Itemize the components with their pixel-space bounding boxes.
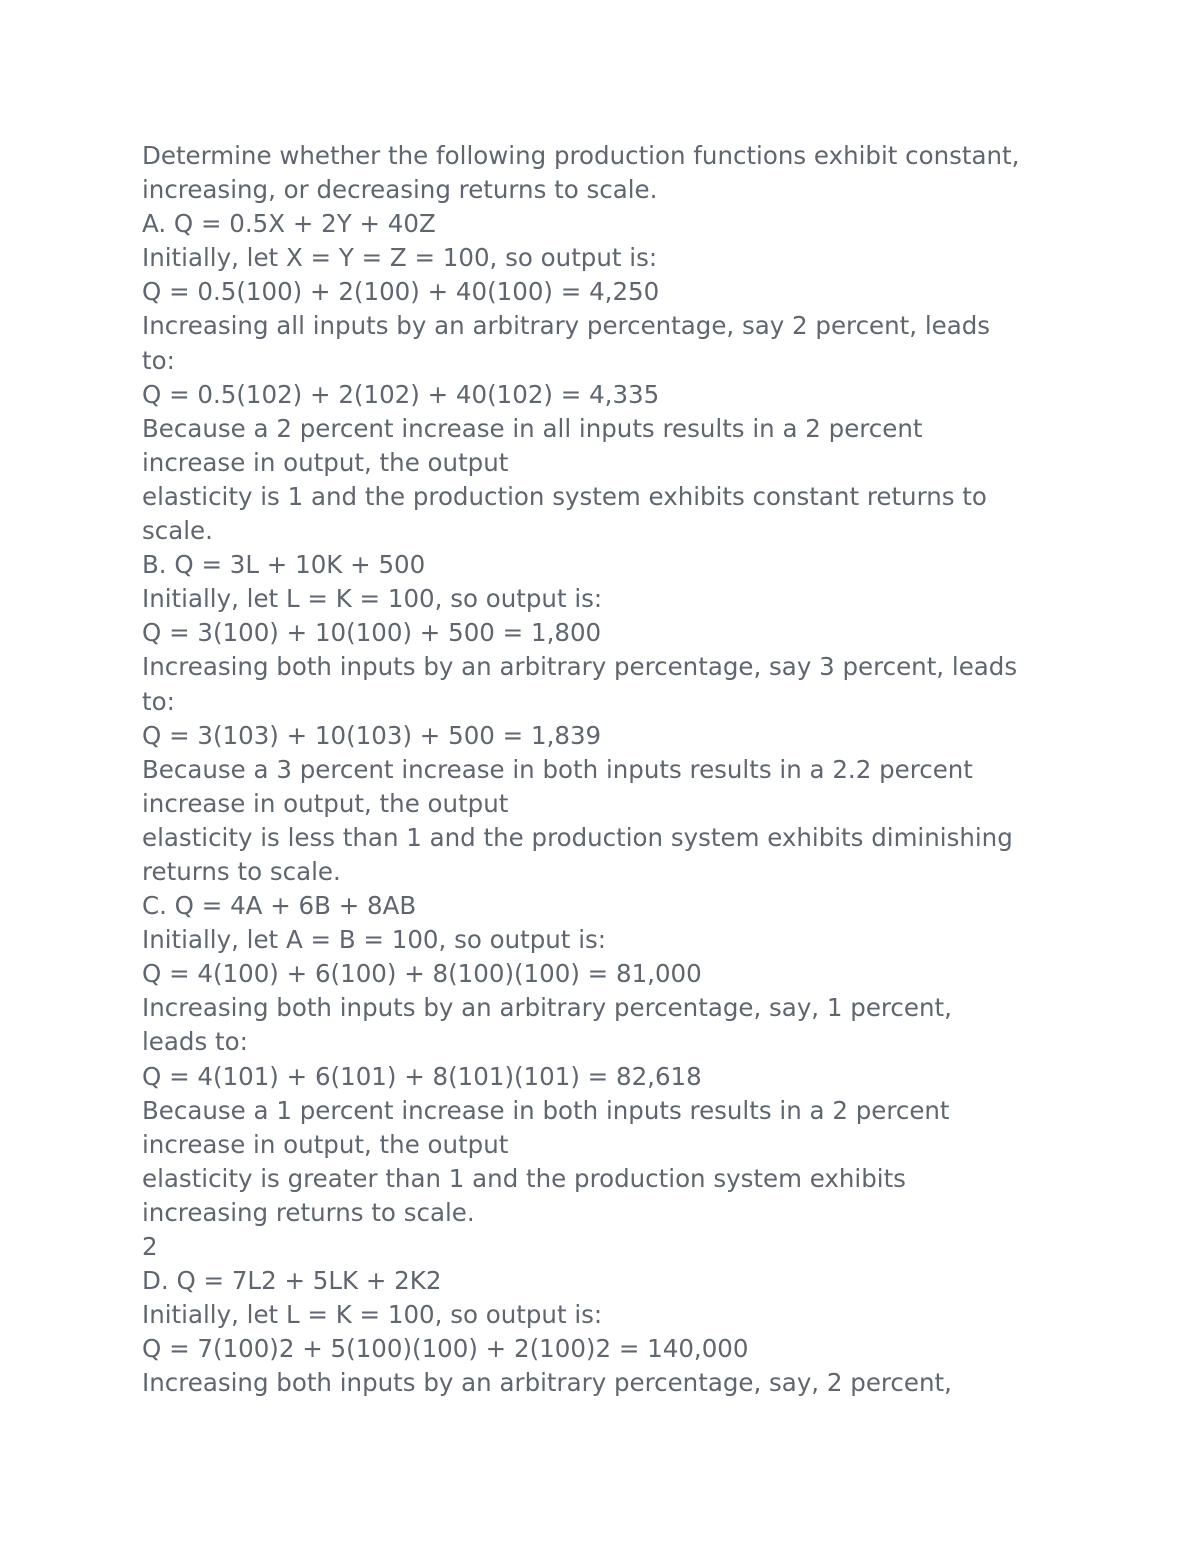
part-c-conclusion-line-4: increasing returns to scale. [142, 1197, 475, 1227]
part-b-conclusion-line-4: returns to scale. [142, 856, 341, 886]
part-b-conclusion-line-3: elasticity is less than 1 and the production system exhibits diminishing [142, 822, 1013, 852]
part-a-conclusion-line-3: elasticity is 1 and the production system exhibits constant returns to [142, 481, 987, 511]
part-c-initial: Initially, let A = B = 100, so output is: [142, 925, 607, 955]
part-d-heading: D. Q = 7L2 + 5LK + 2K2 [142, 1266, 442, 1296]
part-b-increase-line-2: to: [142, 686, 175, 716]
part-a-heading: A. Q = 0.5X + 2Y + 40Z [142, 209, 436, 239]
part-a-conclusion-line-2: increase in output, the output [142, 447, 509, 477]
part-a-initial: Initially, let X = Y = Z = 100, so output is: [142, 243, 658, 273]
page-number: 2 [142, 1232, 158, 1261]
part-a-increase-line-1: Increasing all inputs by an arbitrary percentage, say 2 percent, leads [142, 311, 991, 341]
document-text [142, 139, 1072, 1400]
part-d-initial: Initially, let L = K = 100, so output is: [142, 1300, 603, 1330]
part-c-increase-line-1: Increasing both inputs by an arbitrary percentage, say, 1 percent, [142, 993, 952, 1023]
part-c-equation-1: Q = 4(100) + 6(100) + 8(100)(100) = 81,000 [142, 959, 702, 989]
part-a-increase-line-2: to: [142, 345, 175, 375]
part-b-equation-1: Q = 3(100) + 10(100) + 500 = 1,800 [142, 618, 602, 648]
part-c-conclusion-line-1: Because a 1 percent increase in both inputs results in a 2 percent [142, 1095, 950, 1125]
intro-line-1: Determine whether the following production functions exhibit constant, [142, 141, 1020, 170]
part-a-equation-2: Q = 0.5(102) + 2(102) + 40(102) = 4,335 [142, 379, 660, 409]
part-c-heading: C. Q = 4A + 6B + 8AB [142, 891, 417, 921]
part-c-increase-line-2: leads to: [142, 1027, 248, 1057]
part-b-conclusion-line-1: Because a 3 percent increase in both inputs results in a 2.2 percent [142, 754, 973, 784]
part-d-increase-line-1: Increasing both inputs by an arbitrary percentage, say, 2 percent, [142, 1368, 952, 1398]
part-c-equation-2: Q = 4(101) + 6(101) + 8(101)(101) = 82,618 [142, 1061, 702, 1091]
part-c-conclusion-line-2: increase in output, the output [142, 1129, 509, 1159]
part-b-heading: B. Q = 3L + 10K + 500 [142, 550, 426, 580]
part-d-equation-1: Q = 7(100)2 + 5(100)(100) + 2(100)2 = 140,000 [142, 1334, 749, 1364]
part-a-equation-1: Q = 0.5(100) + 2(100) + 40(100) = 4,250 [142, 277, 660, 307]
intro-line-2: increasing, or decreasing returns to scale. [142, 175, 658, 205]
part-a-conclusion-line-1: Because a 2 percent increase in all inputs results in a 2 percent [142, 413, 923, 443]
part-a-conclusion-line-4: scale. [142, 516, 213, 546]
part-b-initial: Initially, let L = K = 100, so output is: [142, 584, 603, 614]
part-b-conclusion-line-2: increase in output, the output [142, 788, 509, 818]
part-c-conclusion-line-3: elasticity is greater than 1 and the production system exhibits [142, 1163, 906, 1193]
part-b-increase-line-1: Increasing both inputs by an arbitrary percentage, say 3 percent, leads [142, 652, 1018, 682]
part-b-equation-2: Q = 3(103) + 10(103) + 500 = 1,839 [142, 720, 602, 750]
